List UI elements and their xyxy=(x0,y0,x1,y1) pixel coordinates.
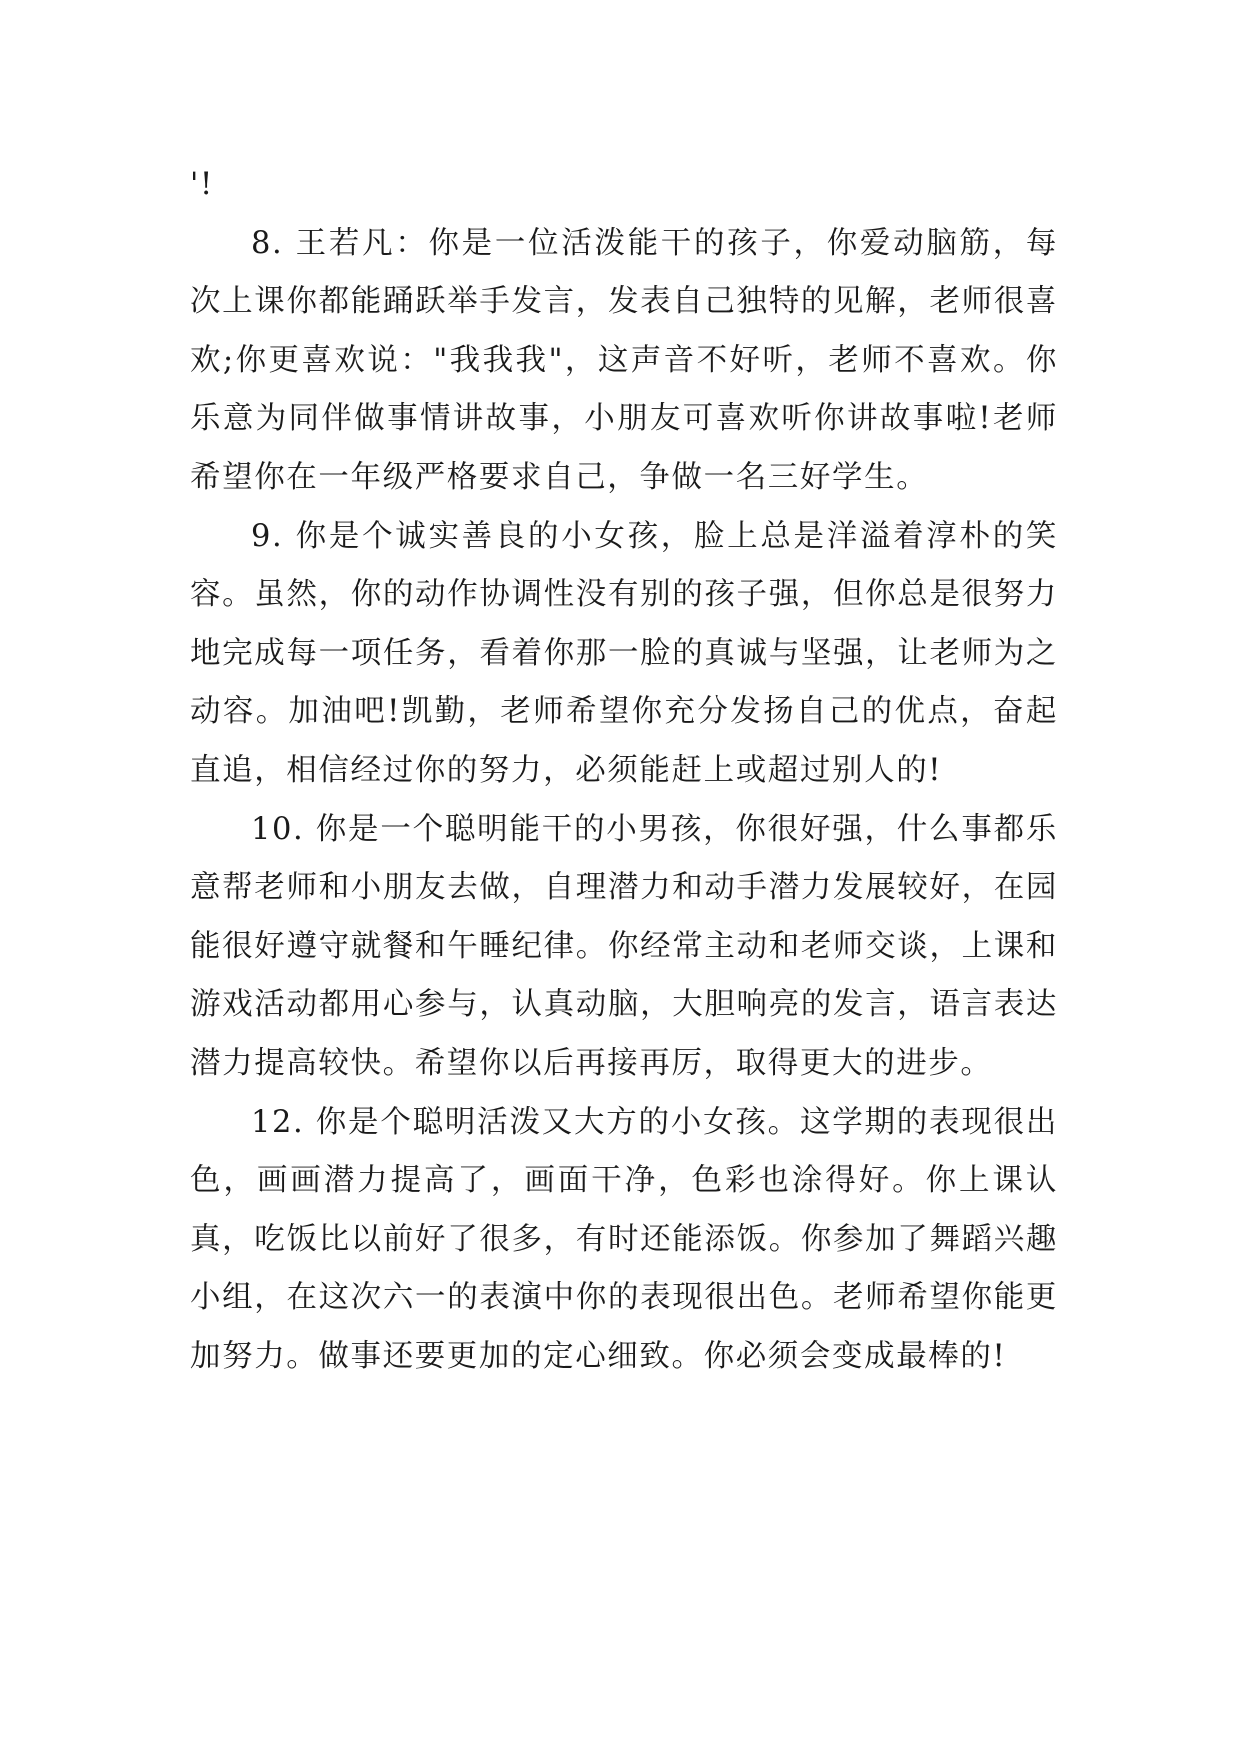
paragraph-fragment: '! xyxy=(190,167,214,202)
paragraph-item-10: 10. 你是一个聪明能干的小男孩，你很好强，什么事都乐意帮老师和小朋友去做，自理潜力和动手潜力发展较好，在园能很好遵守就餐和午睡纪律。你经常主动和老师交谈，上课和游戏活动都用心参与，认真动脑，大胆响亮的发言，语言表达潜力提高较快。希望你以后再接再厉，取得更大的进步。 xyxy=(190,811,1058,1081)
paragraph-item-9: 9. 你是个诚实善良的小女孩，脸上总是洋溢着淳朴的笑容。虽然，你的动作协调性没有别的孩子强，但你总是很努力地完成每一项任务，看着你那一脸的真诚与坚强，让老师为之动容。加油吧!凯勤，老师希望你充分发扬自己的优点，奋起直追，相信经过你的努力，必须能赶上或超过别人的! xyxy=(190,518,1058,788)
paragraph-item-12: 12. 你是个聪明活泼又大方的小女孩。这学期的表现很出色，画画潜力提高了，画面干净，色彩也涂得好。你上课认真，吃饭比以前好了很多，有时还能添饭。你参加了舞蹈兴趣小组，在这次六一的表演中你的表现很出色。老师希望你能更加努力。做事还要更加的定心细致。你必须会变成最棒的! xyxy=(190,1104,1058,1374)
document-body xyxy=(190,156,1058,1386)
paragraph-item-8: 8. 王若凡：你是一位活泼能干的孩子，你爱动脑筋，每次上课你都能踊跃举手发言，发表自己独特的见解，老师很喜欢;你更喜欢说："我我我"，这声音不好听，老师不喜欢。你乐意为同伴做事情讲故事，小朋友可喜欢听你讲故事啦!老师希望你在一年级严格要求自己，争做一名三好学生。 xyxy=(190,225,1058,495)
